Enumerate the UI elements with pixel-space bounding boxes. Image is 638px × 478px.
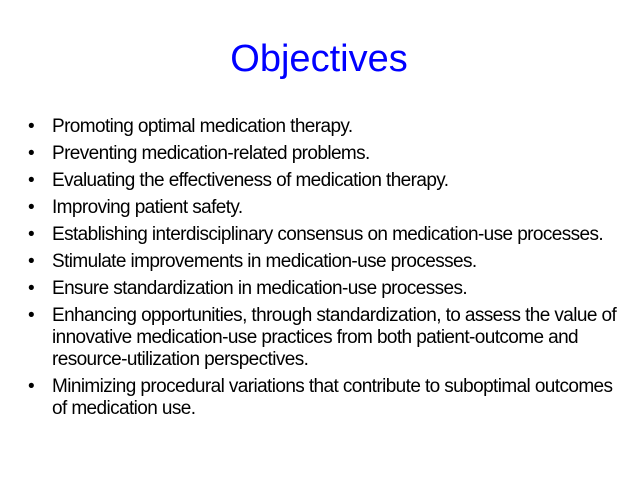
bullet-text: Minimizing procedural variations that contribute to suboptimal outcomes of medication use. bbox=[52, 376, 613, 419]
bullet-text: Preventing medication-related problems. bbox=[52, 143, 370, 164]
bullet-item bbox=[28, 251, 618, 273]
bullet-icon: • bbox=[28, 143, 35, 164]
bullet-icon: • bbox=[28, 170, 35, 191]
bullet-icon: • bbox=[28, 251, 35, 272]
bullet-item bbox=[28, 278, 618, 300]
bullet-icon: • bbox=[28, 197, 35, 218]
bullet-item bbox=[28, 143, 618, 165]
slide-title: Objectives bbox=[230, 38, 408, 80]
bullet-item bbox=[28, 376, 618, 420]
bullet-item bbox=[28, 224, 618, 246]
bullet-icon: • bbox=[28, 376, 35, 397]
bullet-text: Ensure standardization in medication-use processes. bbox=[52, 278, 468, 299]
bullet-icon: • bbox=[28, 278, 35, 299]
bullet-text: Stimulate improvements in medication-use processes. bbox=[52, 251, 477, 272]
bullet-icon: • bbox=[28, 305, 35, 326]
bullet-item bbox=[28, 170, 618, 192]
bullet-icon: • bbox=[28, 224, 35, 245]
bullet-item bbox=[28, 116, 618, 138]
bullet-text: Enhancing opportunities, through standardization, to assess the value of innovative medication-use practices from both patient-outcome and resource-utilization perspectives. bbox=[52, 305, 617, 370]
bullet-text: Promoting optimal medication therapy. bbox=[52, 116, 353, 137]
bullet-list bbox=[28, 116, 618, 425]
bullet-icon: • bbox=[28, 116, 35, 137]
bullet-text: Establishing interdisciplinary consensus on medication-use processes. bbox=[52, 224, 604, 245]
bullet-item bbox=[28, 197, 618, 219]
bullet-text: Evaluating the effectiveness of medication therapy. bbox=[52, 170, 449, 191]
bullet-item bbox=[28, 305, 618, 371]
bullet-text: Improving patient safety. bbox=[52, 197, 243, 218]
